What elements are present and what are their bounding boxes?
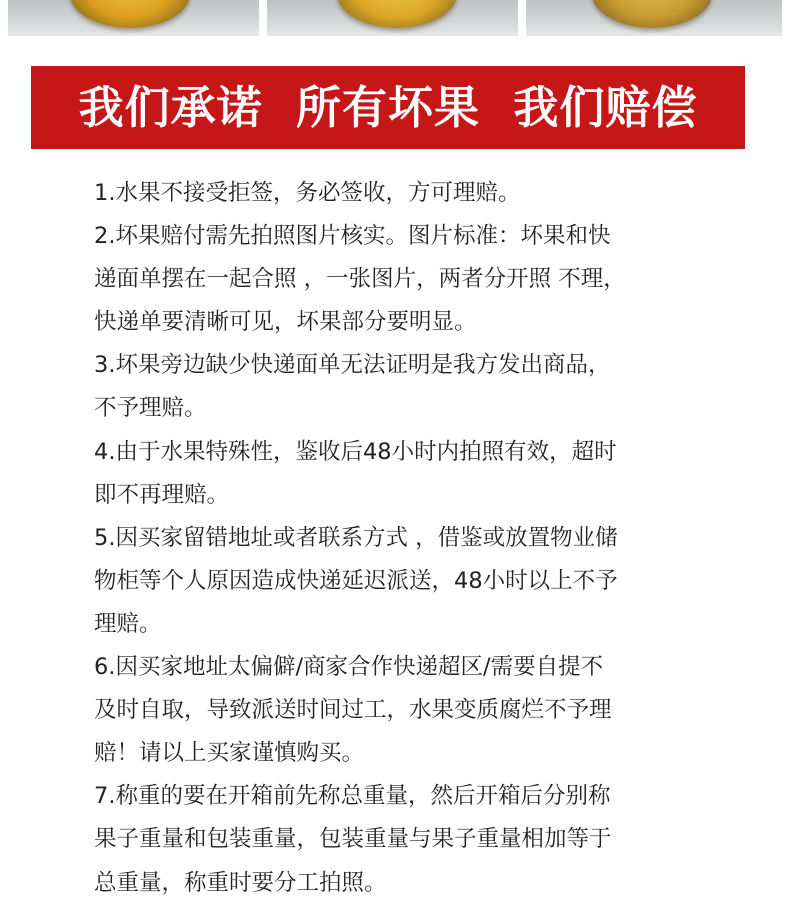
rule-item [94, 775, 724, 904]
rule-line: 2.坏果赔付需先拍照图片核实。图片标准：坏果和快 [94, 223, 611, 250]
rule-line: 果子重量和包装重量，包装重量与果子重量相加等于 [94, 826, 612, 853]
rule-line: 4.由于水果特殊性，鉴收后48小时内拍照有效，超时 [94, 438, 617, 465]
rule-line: 即不再理赔。 [94, 481, 230, 508]
fruit-photo-1 [8, 0, 259, 36]
claim-rules-list [94, 172, 724, 905]
fruit-image [70, 0, 190, 28]
rule-line: 总重量，称重时要分工拍照。 [94, 869, 387, 896]
rule-line: 不予理赔。 [94, 395, 207, 422]
rule-line: 理赔。 [94, 610, 162, 637]
rule-item [94, 517, 724, 646]
rule-item [94, 172, 724, 215]
rule-line: 3.坏果旁边缺少快递面单无法证明是我方发出商品， [94, 352, 611, 379]
banner-title: 我们承诺 所有坏果 我们赔偿 [78, 81, 698, 134]
rule-item [94, 344, 724, 430]
rule-line: 赔！请以上买家谨慎购买。 [94, 740, 365, 767]
fruit-photo-2 [267, 0, 518, 36]
rule-line: 6.因买家地址太偏僻/商家合作快递超区/需要自提不 [94, 654, 604, 681]
rule-line: 及时自取，导致派送时间过工，水果变质腐烂不予理 [94, 697, 612, 724]
rule-line: 5.因买家留错地址或者联系方式 ，借鉴或放置物业储 [94, 524, 618, 551]
rule-line: 递面单摆在一起合照 ，一张图片，两者分开照 不理， [94, 266, 626, 293]
product-photo-strip [0, 0, 790, 36]
fruit-image [592, 0, 712, 28]
rule-line: 快递单要清晰可见，坏果部分要明显。 [94, 309, 477, 336]
rule-line: 物柜等个人原因造成快递延迟派送，48小时以上不予 [94, 567, 618, 594]
guarantee-banner [31, 66, 745, 149]
rule-line: 1.水果不接受拒签，务必签收，方可理赔。 [94, 180, 521, 206]
rule-line: 7.称重的要在开箱前先称总重量，然后开箱后分别称 [94, 783, 611, 810]
fruit-image [337, 0, 457, 28]
rule-item [94, 215, 724, 344]
rule-item [94, 646, 724, 775]
rule-item [94, 431, 724, 517]
fruit-photo-3 [526, 0, 782, 36]
